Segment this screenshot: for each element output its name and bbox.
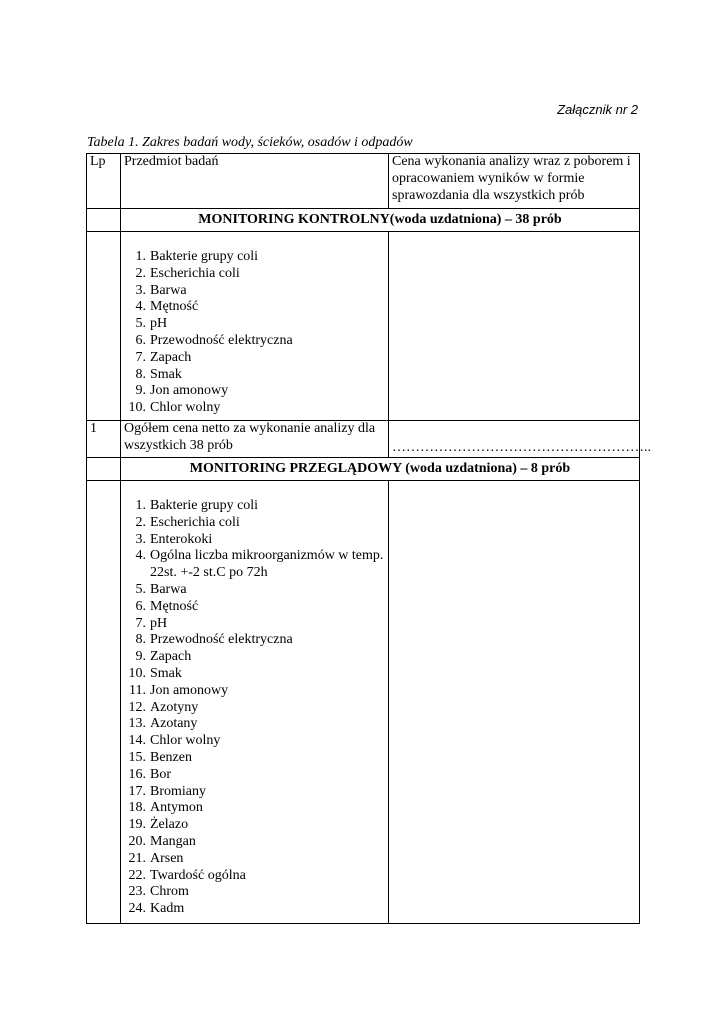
header-price: Cena wykonania analizy wraz z poborem i opracowaniem wyników w formie sprawozdania dla wszystkich prób xyxy=(389,154,640,209)
section-2-items-row xyxy=(87,481,640,924)
section-title: MONITORING PRZEGLĄDOWY (woda uzdatniona) – 8 prób xyxy=(121,458,640,481)
list-item xyxy=(124,515,385,532)
list-item-number: 1. xyxy=(135,498,146,513)
list-item-number: 10. xyxy=(128,400,146,416)
list-item-number: 8. xyxy=(135,366,146,382)
list-item-text: Escherichia coli xyxy=(150,265,240,281)
list-item xyxy=(124,599,385,616)
list-item xyxy=(124,632,385,649)
list-item-text: Smak xyxy=(150,665,182,681)
section-title: MONITORING KONTROLNY(woda uzdatniona) – 38 prób xyxy=(121,209,640,232)
list-item-text: Smak xyxy=(150,366,182,382)
header-lp: Lp xyxy=(87,154,121,209)
list-item-text: Przewodność elektryczna xyxy=(150,632,293,648)
list-item-number: 1. xyxy=(135,249,146,264)
list-item xyxy=(124,249,385,266)
list-item-number: 11. xyxy=(129,682,146,698)
list-item-text: Bakterie grupy coli xyxy=(150,498,259,513)
list-item-number: 23. xyxy=(128,884,146,900)
list-item-text: Kadm xyxy=(150,901,185,917)
list-item-text: Bromiany xyxy=(150,783,206,799)
list-item-number: 2. xyxy=(135,514,146,530)
list-item xyxy=(124,666,385,683)
total-value: ……………………………………………….. xyxy=(389,421,640,458)
list-item xyxy=(124,700,385,717)
list-item-text: pH xyxy=(150,316,168,332)
list-item-text: Jon amonowy xyxy=(150,682,229,698)
list-item-text: Antymon xyxy=(150,800,203,816)
list-item-number: 9. xyxy=(135,383,146,399)
header-subject: Przedmiot badań xyxy=(121,154,389,209)
list-item-number: 24. xyxy=(128,901,146,917)
list-item-number: 6. xyxy=(135,598,146,614)
list-item-text: Chlor wolny xyxy=(150,400,221,416)
section-1-items-row xyxy=(87,232,640,421)
list-item-number: 17. xyxy=(128,783,146,799)
list-item-text: Jon amonowy xyxy=(150,383,229,399)
list-item-number: 4. xyxy=(135,548,146,564)
list-item-text: Chlor wolny xyxy=(150,733,221,749)
list-item-number: 9. xyxy=(135,649,146,665)
header-row xyxy=(87,154,640,209)
list-item-number: 18. xyxy=(128,800,146,816)
list-item xyxy=(124,800,385,817)
attachment-label: Załącznik nr 2 xyxy=(557,102,638,117)
list-item-text: Mangan xyxy=(150,833,196,849)
list-item xyxy=(124,784,385,801)
list-item xyxy=(124,400,385,417)
list-item xyxy=(124,834,385,851)
list-item xyxy=(124,333,385,350)
list-item-text: Escherichia coli xyxy=(150,514,240,530)
list-item-text: Barwa xyxy=(150,282,187,298)
list-item-number: 19. xyxy=(128,817,146,833)
list-item xyxy=(124,498,385,515)
list-item-number: 16. xyxy=(128,766,146,782)
list-item-text: Chrom xyxy=(150,884,189,900)
list-item xyxy=(124,582,385,599)
list-item-number: 4. xyxy=(135,299,146,315)
list-item xyxy=(124,851,385,868)
list-item xyxy=(124,367,385,384)
list-item-text: Twardość ogólna xyxy=(150,867,246,883)
list-item-text: Mętność xyxy=(150,598,199,614)
list-item xyxy=(124,616,385,633)
list-item-number: 22. xyxy=(128,867,146,883)
list-item xyxy=(124,316,385,333)
list-item-number: 8. xyxy=(135,632,146,648)
list-item-number: 2. xyxy=(135,265,146,281)
list-item xyxy=(124,548,385,582)
list-item-text: Benzen xyxy=(150,749,192,765)
list-item-number: 21. xyxy=(128,850,146,866)
list-item xyxy=(124,767,385,784)
spacer-row xyxy=(87,209,640,232)
list-item xyxy=(124,733,385,750)
list-item-text: Zapach xyxy=(150,349,192,365)
list-item-number: 15. xyxy=(128,749,146,765)
list-item-number: 10. xyxy=(128,665,146,681)
list-item-number: 12. xyxy=(128,699,146,715)
section-1-total-row xyxy=(87,421,640,458)
list-item-number: 13. xyxy=(128,716,146,732)
scope-table xyxy=(86,153,651,924)
list-item xyxy=(124,350,385,367)
list-item-number: 7. xyxy=(135,615,146,631)
list-item xyxy=(124,901,385,918)
list-item-number: 14. xyxy=(128,733,146,749)
list-item xyxy=(124,283,385,300)
list-item xyxy=(124,750,385,767)
list-item-number: 5. xyxy=(135,316,146,332)
list-item xyxy=(124,532,385,549)
list-item xyxy=(124,649,385,666)
list-item-text: pH xyxy=(150,615,168,631)
list-item-number: 6. xyxy=(135,332,146,348)
section-2-analysis-list xyxy=(124,481,385,918)
list-item-text: Przewodność elektryczna xyxy=(150,332,293,348)
list-item xyxy=(124,266,385,283)
list-item-number: 5. xyxy=(135,581,146,597)
list-item xyxy=(124,868,385,885)
section-1-analysis-list xyxy=(124,232,385,417)
total-lp: 1 xyxy=(87,421,121,458)
list-item-number: 7. xyxy=(135,349,146,365)
list-item-text: Barwa xyxy=(150,581,187,597)
list-item-text: Bor xyxy=(150,766,171,782)
list-item-text: Azotyny xyxy=(150,699,199,715)
list-item xyxy=(124,817,385,834)
list-item-text: Zapach xyxy=(150,649,192,665)
list-item-number: 3. xyxy=(135,531,146,547)
section-2-title-row xyxy=(87,458,640,481)
list-item-text: Enterokoki xyxy=(150,531,213,547)
list-item-text: Ogólna liczba mikroorganizmów w temp. 22st. +-2 st.C po 72h xyxy=(150,548,384,581)
list-item-text: Żelazo xyxy=(150,817,189,833)
list-item-number: 3. xyxy=(135,282,146,298)
list-item-number: 20. xyxy=(128,833,146,849)
list-item xyxy=(124,683,385,700)
list-item xyxy=(124,383,385,400)
list-item xyxy=(124,716,385,733)
list-item-text: Mętność xyxy=(150,299,199,315)
list-item xyxy=(124,884,385,901)
total-label: Ogółem cena netto za wykonanie analizy dla wszystkich 38 prób xyxy=(121,421,389,458)
table-caption: Tabela 1. Zakres badań wody, ścieków, osadów i odpadów xyxy=(87,135,413,150)
list-item-text: Arsen xyxy=(150,850,184,866)
list-item xyxy=(124,299,385,316)
list-item-text: Azotany xyxy=(150,716,198,732)
list-item-text: Bakterie grupy coli xyxy=(150,249,259,264)
